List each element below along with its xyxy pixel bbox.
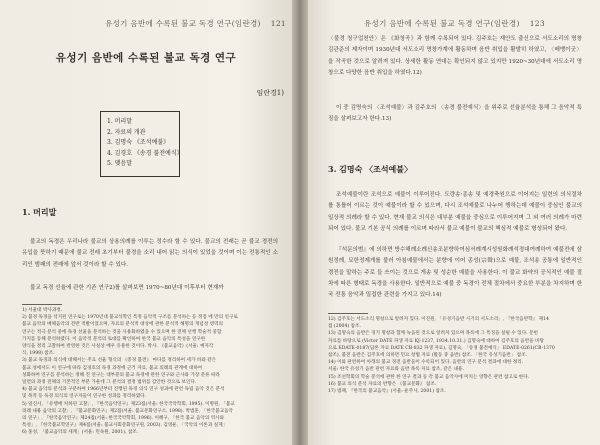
toc-item: 4. 김경호 《송경 불전예식》	[107, 149, 183, 157]
body-paragraph: 〈불경 청구업천안〉은 《화청곡》과 함께 수록되어 있다. 김주호는 재안도 출신으로 서도소리의 명창 김관준의 제자이며 1930년대 서도소리 명창가계에 활동하며 음반 취입을 활발히 하였고, 〈배뱅이굿〉을 작곡한 것으로 알려져 있다. 상세한 활동 연대는 확인되지 않고 있지만 1920~30년대에 서도소리 명창으로 다양한 음반 취입을 하였다.12)	[328, 36, 582, 76]
footnote-line: 16) 불교 의식 분석 자료의 반향은 《불교문화》 참조.	[328, 381, 437, 387]
page-number: 121	[270, 19, 286, 28]
footnote-line: 식, 1998) 참조.	[22, 351, 55, 357]
footnote-line: 불교 성에서도 이 연구에 따라 김경호의 독경 과정에 근거 자료, 불교 의례의 관계에 대하여	[22, 365, 203, 371]
footnote-line: 6) 홍성, 「불교음악의 세계」(서울: 민속원, 2001), 참조.	[22, 430, 139, 436]
footnote-line: 일련의 과정 전체의 기본적인 부분 가운데 그 분석의 결정 범위를 감안한 것으로 보인다.	[22, 380, 197, 386]
footnote-line: 2) 불경 독경을 석지된 연구로는 1970년대 불교석학인 특정 음악적 구조를 분석하는 등 정점 애 만의 연구로	[22, 315, 238, 321]
footnote-line: 성화하여 연구를 분석하는 정해 진 연구는 대부분의 불교 독경에 관한 연구와 근사와 가장 분류 따라	[22, 372, 220, 378]
footnote-line: 서울: 한국 유성기 음반 관련 자료와 음반 목록 자료 참조, 같은 내용.	[328, 367, 464, 373]
toc-item: 1. 머리말	[107, 118, 133, 125]
footnotes	[22, 307, 280, 437]
section-heading: 1. 머리말	[22, 207, 57, 217]
body-paragraph: 불교의 독경은 우리나라 불교의 상용의례를 이루는 정수라 할 수 있다. 불교의 전래는 곧 불교 경전의 유입을 뜻하기 때문에 불교 전래 초기부터 불경을 소리 내어 읽는 의식이 있었을 것이며 이는 전통적인 소리인 범패의 전래에 앞서 것이라 할 수 있다.	[22, 239, 278, 268]
toc-item: 5. 맺음말	[107, 160, 133, 167]
running-head-title: 유성기 음반에 수록된 불교 독경 연구(임란경)	[105, 19, 261, 28]
body-paragraph: 이 중 김명숙의 〈조석예불〉과 김주호의 〈송경 불전예식〉을 위주로 선율분석을 통해 그 음악적 특징을 살펴보고자 한다.13)	[328, 105, 582, 123]
footnote-line: 15) 조선학회의 학술 분석에 관한 한 연구 결과 등 각 불교 음악사에 미치는 영향은 관련 참고로 한다.	[328, 374, 530, 380]
book-gutter	[292, 0, 308, 445]
footnote-line: 4) 불교 음악의 분석과 구분하여 1966년부터 진행된 독경 의식 연구 성과에 관련 독립 음악 것은 분석	[22, 387, 225, 393]
footnote-line: 가지를 동해 분석하였다. 이 음악적 분석의 토대를 확인하여 한국 불교 음악의 특성을 연구한	[22, 336, 206, 342]
footnote-line: 12) 김주호는 서도소리 명창으로 알려져 있다. 이진원, 「유성기음반 시기의 서도소리」, 『한국음반학』 제14	[328, 317, 549, 322]
author-name: 임란경1)	[256, 89, 284, 97]
footnote-line: 13) 김명숙의 음반은 경기 명창과 함께 녹음된 것으로 알려져 있으며 목록에 그 특징을 살필 수 있다. 문헌	[328, 331, 538, 337]
running-head-title: 유성기 음반에 수록된 불교 독경 연구(임란경)	[364, 19, 520, 28]
left-running-head	[105, 18, 286, 29]
section-heading: 3. 김명숙 〈조석예불〉	[328, 164, 413, 174]
footnote-line: 14) 이와 관련하여 아래의 불교 경전 음반들이 수록되어 있다. 음반의 연구 분석 결과에 대한 정리.	[328, 360, 524, 366]
footnote-line: 3) 불교 독경과 의식에 대해서는 주요 선율 형식의 《증경 불전》 마다를 정리하여 세가 바와 같은	[22, 358, 217, 364]
footnote-line: 양식을 정리 고찰하여 반영한 것은 사실상 매우 유용한 것이다. 박사. 《불교음악》(서울: 예지각	[22, 344, 214, 350]
footnote-line: 집 (2004) 참조.	[328, 324, 361, 330]
body-paragraph: 『석문의범』에 의하면 방수해례소례신송조분향하여심서례계시성원화례석정대여례하여 예불전에 삼원정례, 묘한정제게를 불러 아침예불에서는 분향에 이어 종성(宗聲)으로 예불, 조석송 공통에 일반적인 경전을 말하는 주로 들 쓰이는 것으로 게송 및 성순한 예불을 사용한다. 이 불교 화약의 공식적인 예불 절차에 따른 형태로 독경을 사용한다. 일반적으로 예불 중 독경이 전체 절차에서 중요한 부분을 차지하며 한국 전통 음악과 밀접한 관련을 가지고 있다.14)	[328, 247, 582, 299]
right-running-head	[364, 18, 545, 29]
footnote-line: 참조), 불전 음반은 김주호에 의하면 민요 창법 자료 (활동 중 음반) 참조. 「한국 유성기음반」 참조.	[328, 353, 528, 359]
article-title: 유성기 음반에 수록된 불교 독경 연구	[55, 52, 237, 64]
footnote-line: 17) 범패, 『한국의 불교음악』(서울: 운주사, 2001) 참조.	[328, 389, 446, 395]
body-paragraph: 불교 독경 선율에 관한 기존 연구2)를 살펴보면 1970~80년대 이후부터 현재까	[30, 285, 224, 291]
footnote-divider	[22, 304, 62, 305]
footnote-line: 연구는 적극 분석 중에 독경 선율을 분석하는 것을 사용화하였을 수 있으며 한 전체 선행 학술적 중합	[22, 329, 222, 335]
toc-item: 3. 김명숙 《조석예불》	[107, 139, 170, 146]
footnote-divider	[328, 313, 368, 314]
footnote-line: 의 연구」, 『한국음악연구』제24집(서울: 한국국악학회, 1996). 이혜구, 「한국 불교 음악의 역사와	[22, 416, 225, 422]
footnote-line: 특성」, 『한국불교학연구』제4집(서울: 불교사회문화연구원, 2003). 김영운, 「국악의 이론과 실제」	[22, 423, 228, 429]
footnotes	[328, 316, 584, 395]
footnote-line: 불교 음악의 매체음악의 전반 적발이었으며, 자료의 분석적 대상에 관한 분석적 해명의 개념성 영역의	[22, 322, 223, 328]
toc-item: 2. 자료의 개관	[107, 128, 146, 136]
footnote-line: 의례 내용 음악의 고찰」, 『불교문화연구』제2집(서울: 불교문화연구소, 1998). 박범훈, 「한국불교음악	[22, 408, 233, 414]
footnote-line: 으로 EDATE-0187(담론 자료 DATE CB-832 파생 자료), 김명숙, 「송경 불전예식」 EDATE-0261(CB-1370	[328, 345, 555, 351]
table-of-contents	[100, 111, 183, 177]
footnote-line: 자료를 바탕으로 (Victor DATE 파생 자료 KJ-1237, 1934.10.31.) 김명숙에 대하여 김주호의 음반을 바탕	[328, 338, 544, 344]
right-page	[300, 0, 600, 445]
footnote-line: 및 목적 등 독경 의식의 연구자들이 연구한 성과를 정리하였다.	[22, 394, 147, 400]
page-number: 123	[529, 19, 545, 28]
footnote-line: 1) 서울대 박사과정.	[22, 308, 63, 313]
body-paragraph: 조석예불이란 조석으로 예불이 이루어진다. 도량송·종송 및 예경축원으로 이어지는 일련의 의식절차를 통틀어 이르는 것이 예불이라 할 수 있으며, 다시 조석예불로 나누어 행하는데 예불이 중심인 불교의 일상적 의례라 할 수 있다. 현재 불교 의식은 대부분 예불을 중심으로 이루어지며 그 외 여러 의례가 마련되어 있다. 불교 기본 공식 의례를 이르며 따라서 불교 예불이 불교의 핵심적 예불로 형성되어 왔다.	[328, 192, 582, 232]
footnote-line: 5) 일신사, 「유행에 처하된 고찰」, 『한국음악연구』제23집(서울: 한국국악학회, 1995). 이병원, 「불교	[22, 401, 235, 407]
